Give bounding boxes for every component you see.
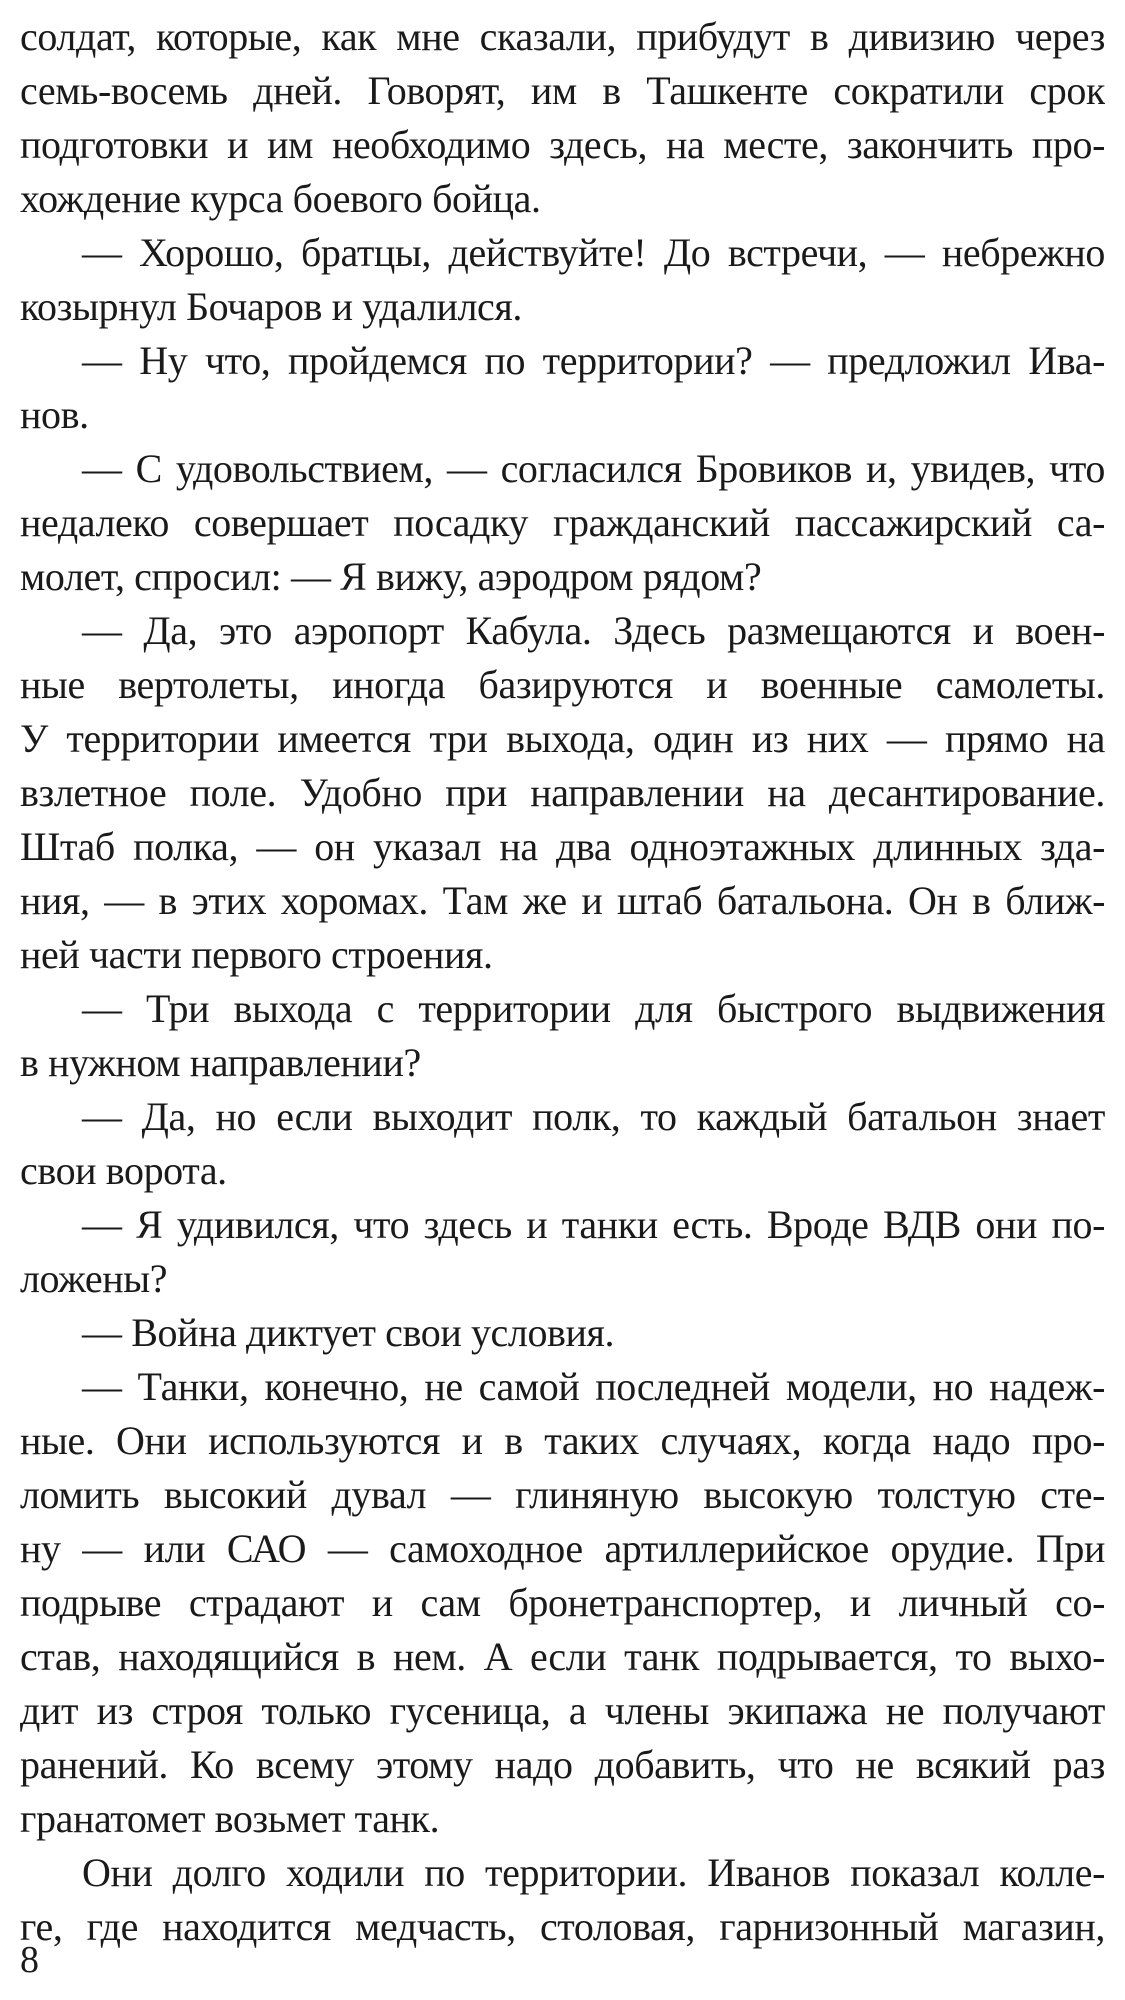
text-line: У территории имеется три выхода, один из них — прямо на xyxy=(20,716,1105,761)
text-line: гранатомет возьмет танк. xyxy=(20,1796,440,1841)
text-line: хождение курса боевого бойца. xyxy=(20,176,541,221)
text-line: ге, где находится медчасть, столовая, гарнизонный магазин, xyxy=(20,1904,1105,1949)
text-line: ния, — в этих хоромах. Там же и штаб батальона. Он в ближ- xyxy=(20,878,1105,923)
text-line: Штаб полка, — он указал на два одноэтажных длинных зда- xyxy=(20,824,1105,869)
text-line: Они долго ходили по территории. Иванов показал колле- xyxy=(82,1850,1105,1895)
text-line: ломить высокий дувал — глиняную высокую толстую сте- xyxy=(20,1472,1105,1517)
body-text xyxy=(20,10,1105,1954)
text-line: ные. Они используются и в таких случаях, когда надо про- xyxy=(20,1418,1105,1463)
text-line: став, находящийся в нем. А если танк подрывается, то выхо- xyxy=(20,1634,1105,1679)
text-line: взлетное поле. Удобно при направлении на десантирование. xyxy=(20,770,1105,815)
text-line: ранений. Ко всему этому надо добавить, что не всякий раз xyxy=(20,1742,1105,1787)
text-line: — Три выхода с территории для быстрого выдвижения xyxy=(82,986,1105,1031)
text-line: — Да, но если выходит полк, то каждый батальон знает xyxy=(82,1094,1105,1139)
text-line: — Война диктует свои условия. xyxy=(82,1310,615,1355)
text-line: семь-восемь дней. Говорят, им в Ташкенте сократили срок xyxy=(20,68,1105,113)
text-line: ложены? xyxy=(20,1256,168,1301)
text-line: солдат, которые, как мне сказали, прибудут в дивизию через xyxy=(20,14,1105,59)
text-line: в нужном направлении? xyxy=(20,1040,421,1085)
text-line: ну — или САО — самоходное артиллерийское орудие. При xyxy=(20,1526,1105,1571)
text-line: дит из строя только гусеница, а члены экипажа не получают xyxy=(20,1688,1105,1733)
text-line: козырнул Бочаров и удалился. xyxy=(20,284,523,329)
text-line: ней части первого строения. xyxy=(20,932,493,977)
text-line: свои ворота. xyxy=(20,1148,227,1193)
text-line: — Танки, конечно, не самой последней модели, но надеж- xyxy=(82,1364,1105,1409)
text-line: подрыве страдают и сам бронетранспортер, и личный со- xyxy=(20,1580,1105,1625)
text-line: молет, спросил: — Я вижу, аэродром рядом? xyxy=(20,554,762,599)
text-line: нов. xyxy=(20,392,89,437)
text-line: — Да, это аэропорт Кабула. Здесь размещаются и воен- xyxy=(82,608,1105,653)
text-line: ные вертолеты, иногда базируются и военные самолеты. xyxy=(20,662,1105,707)
text-line: — С удовольствием, — согласился Бровиков и, увидев, что xyxy=(82,446,1105,491)
text-line: — Хорошо, братцы, действуйте! До встречи, — небрежно xyxy=(82,230,1105,275)
page-number: 8 xyxy=(20,1939,39,1981)
text-line: подготовки и им необходимо здесь, на месте, закончить про- xyxy=(20,122,1105,167)
text-line: — Ну что, пройдемся по территории? — предложил Ива- xyxy=(82,338,1105,383)
text-line: недалеко совершает посадку гражданский пассажирский са- xyxy=(20,500,1105,545)
text-line: — Я удивился, что здесь и танки есть. Вроде ВДВ они по- xyxy=(82,1202,1105,1247)
